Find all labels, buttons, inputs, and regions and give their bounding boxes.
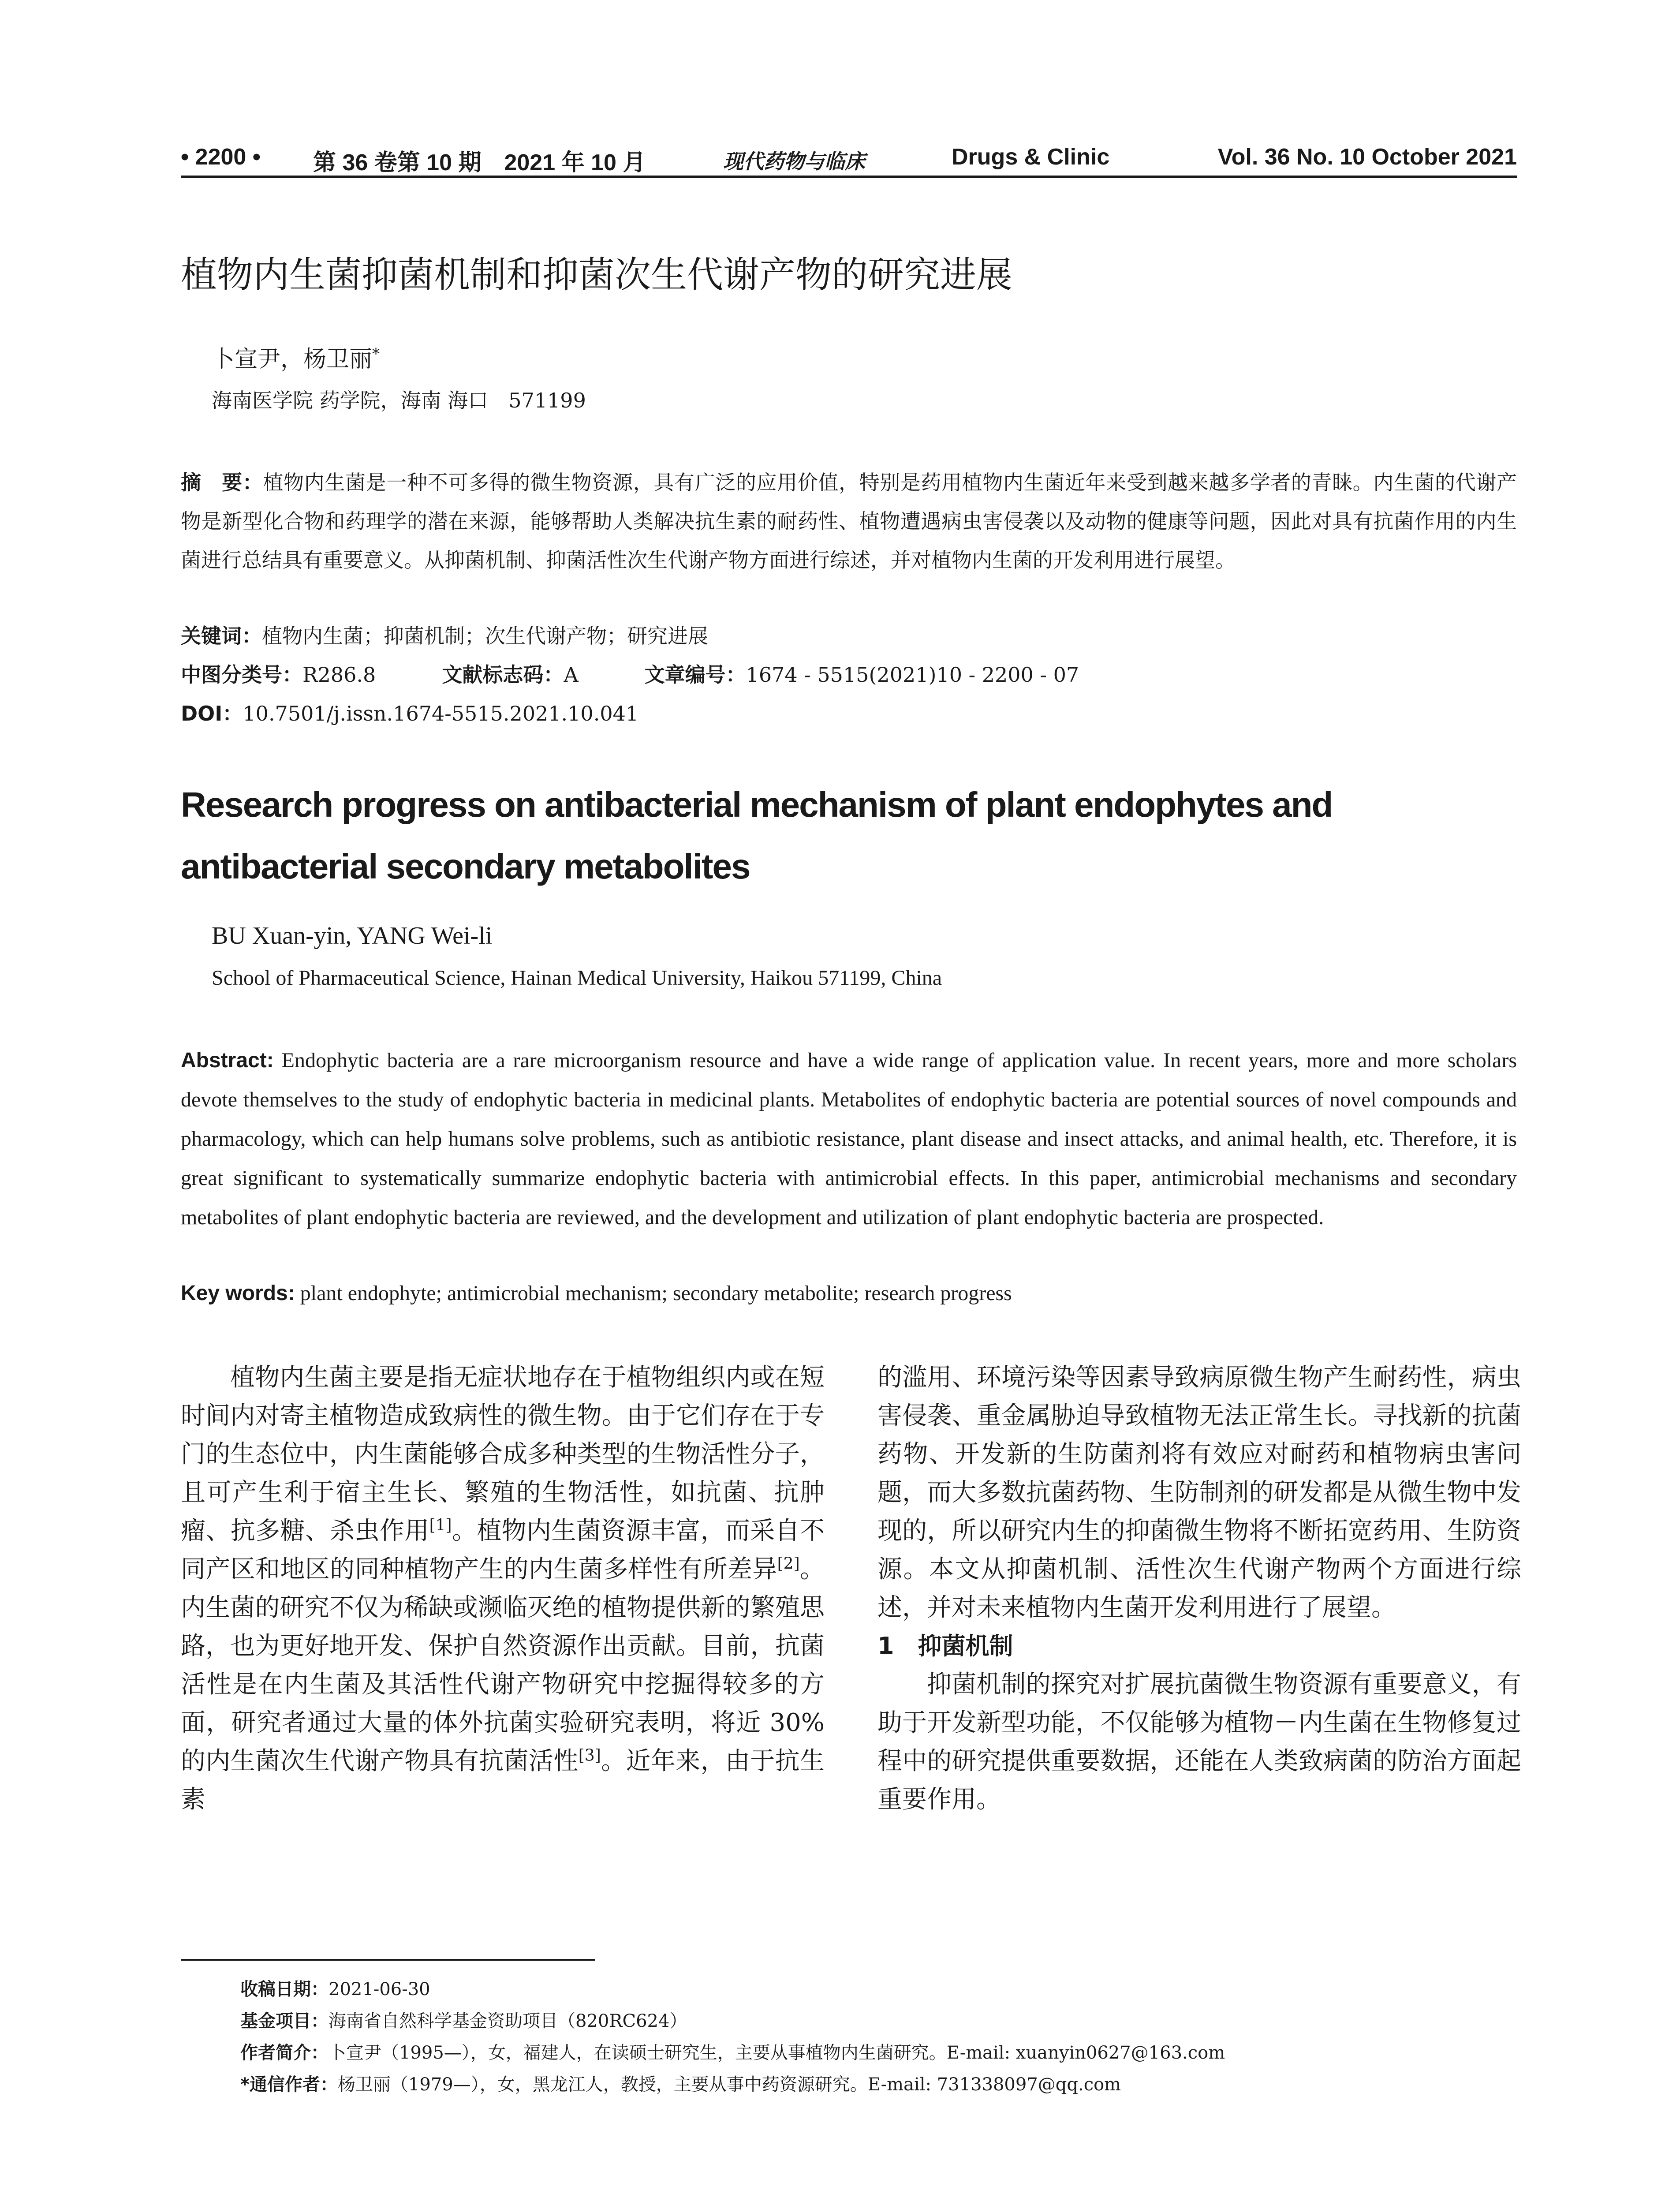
page-number: • 2200 • bbox=[181, 144, 261, 170]
intro-text-a: 植物内生菌主要是指无症状地存在于植物组织内或在短时间内对寄主植物造成致病性的微生物。由于它们存在于专门的生态位中，内生菌能够合成多种类型的生物活性分子，且可产生利于宿主生长、繁殖的生物活性，如抗菌、抗肿瘤、抗多糖、杀虫作用 bbox=[181, 1363, 825, 1545]
journal-name-cn: 现代药物与临床 bbox=[723, 149, 865, 173]
author-bio-value: 卜宣尹（1995—），女，福建人，在读硕士研究生，主要从事植物内生菌研究。E-mail: xuanyin0627@163.com bbox=[329, 2043, 1225, 2063]
reference-2[interactable]: [2] bbox=[777, 1555, 800, 1573]
abstract-en-label: Abstract: bbox=[181, 1049, 274, 1072]
abstract-en-text: Endophytic bacteria are a rare microorganism resource and have a wide range of application value. In recent years, more and more scholars devote themselves to the study of endophytic bacteria in medicinal plants. Metabolites of endophytic bacteria are potential sources of novel compounds and pharmacology, which can help humans solve problems, such as antibiotic resistance, plant disease and insect attacks, and animal health, etc. Therefore, it is great significant to systematically summarize endophytic bacteria with antimicrobial effects. In this paper, antimicrobial mechanisms and secondary metabolites of plant endophytic bacteria are reviewed, and the development and utilization of plant endophytic bacteria are prospected. bbox=[181, 1049, 1517, 1229]
affiliation-cn: 海南医学院 药学院，海南 海口 571199 bbox=[212, 389, 586, 412]
abstract-cn-text: 植物内生菌是一种不可多得的微生物资源，具有广泛的应用价值，特别是药用植物内生菌近年来受到越来越多学者的青睐。内生菌的代谢产物是新型化合物和药理学的潜在来源，能够帮助人类解决抗生素的耐药性、植物遭遇病虫害侵袭以及动物的健康等问题，因此对具有抗菌作用的内生菌进行总结具有重要意义。从抑菌机制、抑菌活性次生代谢产物方面进行综述，并对植物内生菌的开发利用进行展望。 bbox=[181, 471, 1517, 572]
body-column-left bbox=[181, 1358, 825, 1819]
footnote-fund bbox=[240, 2005, 1225, 2037]
received-value: 2021-06-30 bbox=[329, 1979, 430, 1999]
keywords-cn-label: 关键词： bbox=[181, 624, 262, 648]
doc-code-value: A bbox=[564, 663, 579, 687]
keywords-cn-text: 植物内生菌；抑菌机制；次生代谢产物；研究进展 bbox=[262, 624, 708, 648]
body-column-right bbox=[877, 1358, 1521, 1819]
article-number-label: 文章编号： bbox=[644, 663, 746, 687]
section-heading-1: 1 抑菌机制 bbox=[877, 1632, 1013, 1660]
section-1-paragraph: 抑菌机制的探究对扩展抗菌微生物资源有重要意义，有助于开发新型功能，不仅能够为植物－内生菌在生物修复过程中的研究提供重要数据，还能在人类致病菌的防治方面起重要作用。 bbox=[877, 1670, 1521, 1814]
corresponding-value: 杨卫丽（1979—），女，黑龙江人，教授，主要从事中药资源研究。E-mail: 731338097@qq.com bbox=[337, 2074, 1121, 2095]
abstract-cn bbox=[181, 463, 1517, 579]
footnote-corresponding bbox=[240, 2069, 1225, 2100]
fund-label: 基金项目： bbox=[240, 2011, 329, 2031]
abstract-cn-label: 摘 要： bbox=[181, 471, 263, 494]
abstract-en bbox=[181, 1041, 1517, 1237]
footnote-author bbox=[240, 2037, 1225, 2069]
keywords-en-text: plant endophyte; antimicrobial mechanism; secondary metabolite; research progress bbox=[300, 1282, 1012, 1305]
intro-text-d: 。近年来，由于抗生素 bbox=[181, 1747, 825, 1814]
clc-label: 中图分类号： bbox=[181, 663, 302, 687]
keywords-en bbox=[181, 1281, 1012, 1305]
keywords-cn bbox=[181, 620, 708, 649]
running-header bbox=[181, 140, 1517, 178]
classification-line bbox=[181, 659, 1079, 688]
author-bio-label: 作者简介： bbox=[240, 2043, 329, 2063]
footnotes bbox=[240, 1973, 1225, 2100]
issue-cn: 第 36 卷第 10 期 2021 年 10 月 bbox=[313, 150, 646, 176]
doi-line bbox=[181, 698, 638, 727]
doc-code-label: 文献标志码： bbox=[442, 663, 564, 687]
intro-text-b: 。植物内生菌资源丰富，而采自不同产区和地区的同种植物产生的内生菌多样性有所差异 bbox=[181, 1517, 825, 1584]
received-label: 收稿日期： bbox=[240, 1979, 329, 1999]
authors-cn-text: 卜宣尹，杨卫丽 bbox=[212, 346, 373, 373]
doi-label: DOI： bbox=[181, 702, 243, 725]
footnote-received bbox=[240, 1973, 1225, 2005]
keywords-en-label: Key words: bbox=[181, 1282, 295, 1305]
affiliation-en: School of Pharmaceutical Science, Hainan Medical University, Haikou 571199, China bbox=[212, 966, 942, 990]
intro-paragraph bbox=[181, 1358, 825, 1819]
article-title-cn: 植物内生菌抑菌机制和抑菌次生代谢产物的研究进展 bbox=[181, 254, 1013, 296]
reference-3[interactable]: [3] bbox=[578, 1746, 601, 1765]
authors-en: BU Xuan-yin, YANG Wei-li bbox=[212, 922, 493, 949]
clc-value: R286.8 bbox=[302, 663, 376, 687]
article-number-value: 1674 - 5515(2021)10 - 2200 - 07 bbox=[746, 663, 1079, 687]
journal-name-en: Drugs & Clinic bbox=[952, 144, 1110, 170]
intro-continuation: 的滥用、环境污染等因素导致病原微生物产生耐药性，病虫害侵袭、重金属胁迫导致植物无法正常生长。寻找新的抗菌药物、开发新的生防菌剂将有效应对耐药和植物病虫害问题，而大多数抗菌药物、生防制剂的研发都是从微生物中发现的，所以研究内生的抑菌微生物将不断拓宽药用、生防资源。本文从抑菌机制、活性次生代谢产物两个方面进行综述，并对未来植物内生菌开发利用进行了展望。 bbox=[877, 1363, 1521, 1622]
doi-value: 10.7501/j.issn.1674-5515.2021.10.041 bbox=[243, 702, 639, 725]
reference-1[interactable]: [1] bbox=[429, 1516, 452, 1535]
authors-cn bbox=[212, 340, 380, 374]
fund-value: 海南省自然科学基金资助项目（820RC624） bbox=[329, 2011, 687, 2031]
issue-en: Vol. 36 No. 10 October 2021 bbox=[1217, 144, 1517, 170]
footnote-divider bbox=[181, 1959, 595, 1961]
corresponding-mark: * bbox=[372, 345, 380, 363]
corresponding-label: *通信作者： bbox=[240, 2074, 338, 2095]
intro-text-c: 。内生菌的研究不仅为稀缺或濒临灭绝的植物提供新的繁殖思路，也为更好地开发、保护自然资源作出贡献。目前，抗菌活性是在内生菌及其活性代谢产物研究中挖掘得较多的方面，研究者通过大量的体外抗菌实验研究表明，将近 30%的内生菌次生代谢产物具有抗菌活性 bbox=[181, 1555, 825, 1775]
article-title-en: Research progress on antibacterial mechanism of plant endophytes and antibacterial secondary metabolites bbox=[181, 785, 1333, 886]
